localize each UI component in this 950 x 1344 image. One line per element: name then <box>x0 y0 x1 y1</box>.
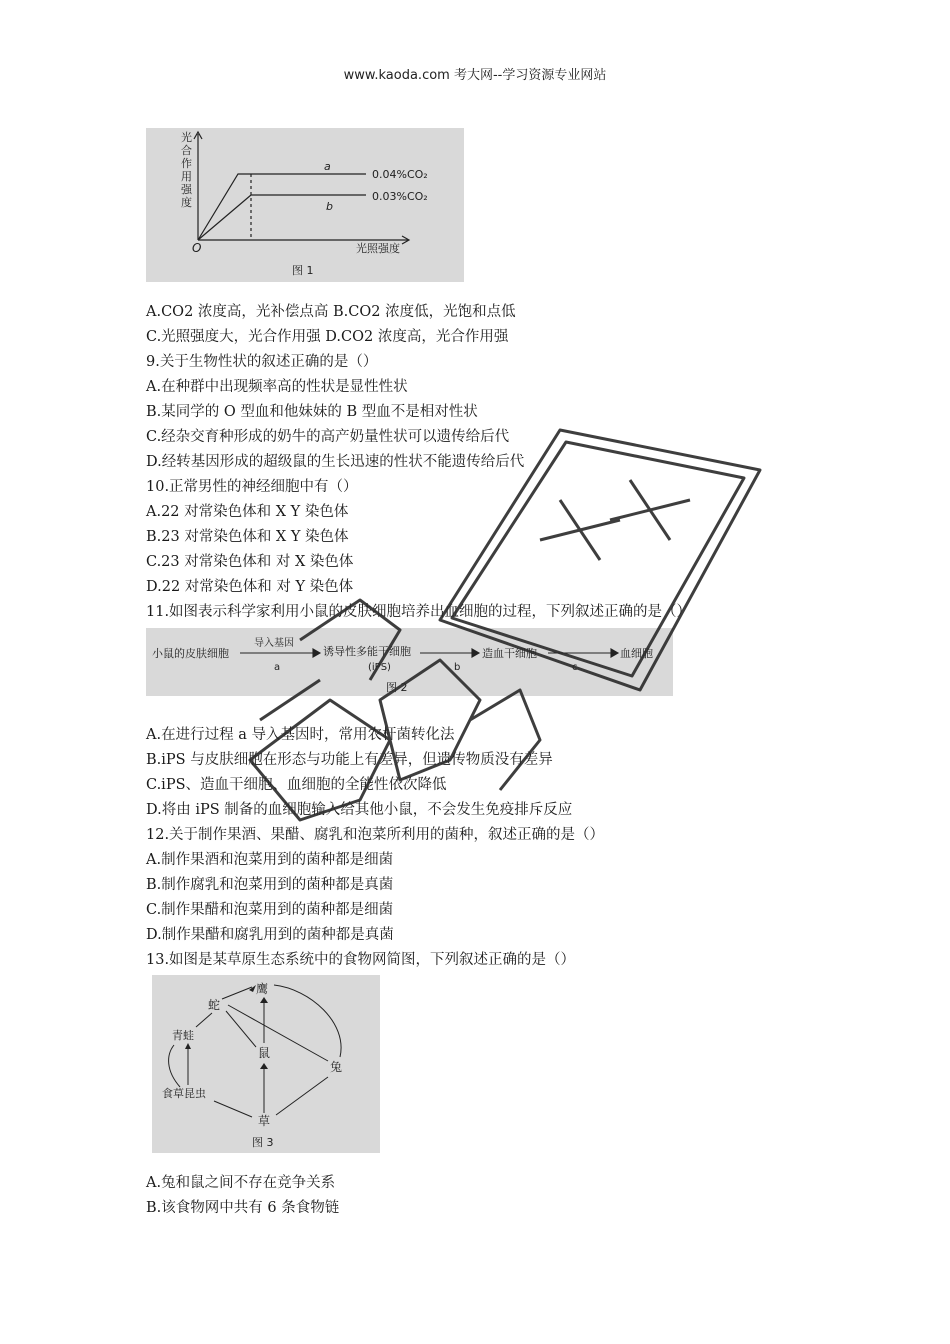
q11-option-d: D.将由 iPS 制备的血细胞输入给其他小鼠，不会发生免疫排斥反应 <box>146 802 573 818</box>
figure-1-graph <box>146 128 464 282</box>
fig1-ylabel-char: 强 <box>181 183 192 196</box>
fig1-xlabel: 光照强度 <box>356 242 400 255</box>
q11-option-b: B.iPS 与皮肤细胞在形态与功能上有差异，但遗传物质没有差异 <box>146 752 553 768</box>
fig3-mouse: 鼠 <box>258 1046 271 1060</box>
fig2-arrow1-label: 导入基因 <box>254 638 294 649</box>
fig3-hawk: 鹰 <box>256 982 269 996</box>
q13-stem: 13.如图是某草原生态系统中的食物网简图，下列叙述正确的是（） <box>146 952 576 968</box>
q12-stem: 12.关于制作果酒、果醋、腐乳和泡菜所利用的菌种，叙述正确的是（） <box>146 827 605 843</box>
fig2-arrow3-step: c <box>572 662 578 673</box>
q10-stem: 10.正常男性的神经细胞中有（） <box>146 479 358 495</box>
fig1-ylabel-char: 度 <box>181 196 192 209</box>
fig1-ylabel-char: 作 <box>181 157 192 170</box>
fig2-arrow2-step: b <box>454 662 461 673</box>
q12-option-d: D.制作果醋和腐乳用到的菌种都是真菌 <box>146 927 394 943</box>
fig1-curve-b-label: b <box>326 200 333 213</box>
q12-option-a: A.制作果酒和泡菜用到的菌种都是细菌 <box>146 852 394 868</box>
fig2-node-skin-cell: 小鼠的皮肤细胞 <box>152 647 229 660</box>
q13-option-b: B.该食物网中共有 6 条食物链 <box>146 1200 340 1216</box>
fig2-caption: 图 2 <box>386 681 408 694</box>
fig3-frog: 青蛙 <box>172 1029 194 1042</box>
fig3-caption: 图 3 <box>252 1136 274 1149</box>
page-header: www.kaoda.com 考大网--学习资源专业网站 <box>343 68 607 83</box>
fig2-node-ips-sub: (iPS) <box>368 662 391 673</box>
q9-option-a: A.在种群中出现频率高的性状是显性性状 <box>146 379 408 395</box>
figure-2-flowchart <box>146 628 673 696</box>
fig1-origin: O <box>192 241 202 255</box>
fig1-ylabel-char: 用 <box>181 170 192 183</box>
fig1-curve-a-label: a <box>324 160 331 173</box>
fig3-insect: 食草昆虫 <box>162 1087 206 1100</box>
q12-option-b: B.制作腐乳和泡菜用到的菌种都是真菌 <box>146 877 394 893</box>
fig1-caption: 图 1 <box>292 264 314 277</box>
fig3-arrow-frog-snake <box>196 1013 212 1027</box>
q11-stem: 11.如图表示科学家利用小鼠的皮肤细胞培养出血细胞的过程，下列叙述正确的是（） <box>146 604 692 620</box>
fig2-node-hsc: 造血干细胞 <box>482 647 537 660</box>
fig3-arrow-mouse-snake <box>226 1011 256 1047</box>
q10-option-c: C.23 对常染色体和 对 X 染色体 <box>146 554 354 570</box>
fig3-arrow-grass-rabbit <box>276 1077 328 1115</box>
fig2-node-blood-cell: 血细胞 <box>620 647 653 660</box>
fig1-ylabel-char: 合 <box>181 144 192 157</box>
fig3-rabbit: 兔 <box>330 1060 343 1074</box>
q13-option-a: A.兔和鼠之间不存在竞争关系 <box>146 1175 336 1191</box>
fig3-grass: 草 <box>258 1114 271 1128</box>
figure-3-food-web <box>152 975 380 1153</box>
fig1-ylabel-char: 光 <box>181 131 192 144</box>
fig3-arrow-grass-insect <box>214 1101 252 1117</box>
fig1-curve-a <box>198 174 366 240</box>
fig2-node-ips: 诱导性多能干细胞 <box>323 645 411 658</box>
fig1-curve-b <box>198 195 366 240</box>
fig3-arrow-snake-hawk <box>222 987 252 999</box>
fig2-arrow1-step: a <box>274 662 281 673</box>
q10-option-a: A.22 对常染色体和 X Y 染色体 <box>146 504 349 520</box>
q10-option-b: B.23 对常染色体和 X Y 染色体 <box>146 529 349 545</box>
fig3-arrow-rabbit-snake <box>228 1005 328 1061</box>
q11-option-a: A.在进行过程 a 导入基因时，常用农杆菌转化法 <box>146 727 455 743</box>
q9-stem: 9.关于生物性状的叙述正确的是（） <box>146 354 378 370</box>
fig1-series-a: 0.04%CO₂ <box>372 168 428 181</box>
fig1-series-b: 0.03%CO₂ <box>372 190 428 203</box>
fig3-arrow-insect-frog-outer <box>169 1045 180 1087</box>
q9-option-b: B.某同学的 O 型血和他妹妹的 B 型血不是相对性状 <box>146 404 478 420</box>
q9-option-c: C.经杂交育种形成的奶牛的高产奶量性状可以遗传给后代 <box>146 429 510 445</box>
fig3-arrow-rabbit-hawk <box>274 985 341 1057</box>
q8-options-line-2: C.光照强度大，光合作用强 D.CO2 浓度高，光合作用强 <box>146 329 509 345</box>
q11-option-c: C.iPS、造血干细胞、血细胞的全能性依次降低 <box>146 777 447 793</box>
q12-option-c: C.制作果醋和泡菜用到的菌种都是细菌 <box>146 902 394 918</box>
q10-option-d: D.22 对常染色体和 对 Y 染色体 <box>146 579 354 595</box>
fig3-snake: 蛇 <box>208 998 221 1012</box>
q9-option-d: D.经转基因形成的超级鼠的生长迅速的性状不能遗传给后代 <box>146 454 525 470</box>
q8-options-line-1: A.CO2 浓度高，光补偿点高 B.CO2 浓度低，光饱和点低 <box>146 304 516 320</box>
